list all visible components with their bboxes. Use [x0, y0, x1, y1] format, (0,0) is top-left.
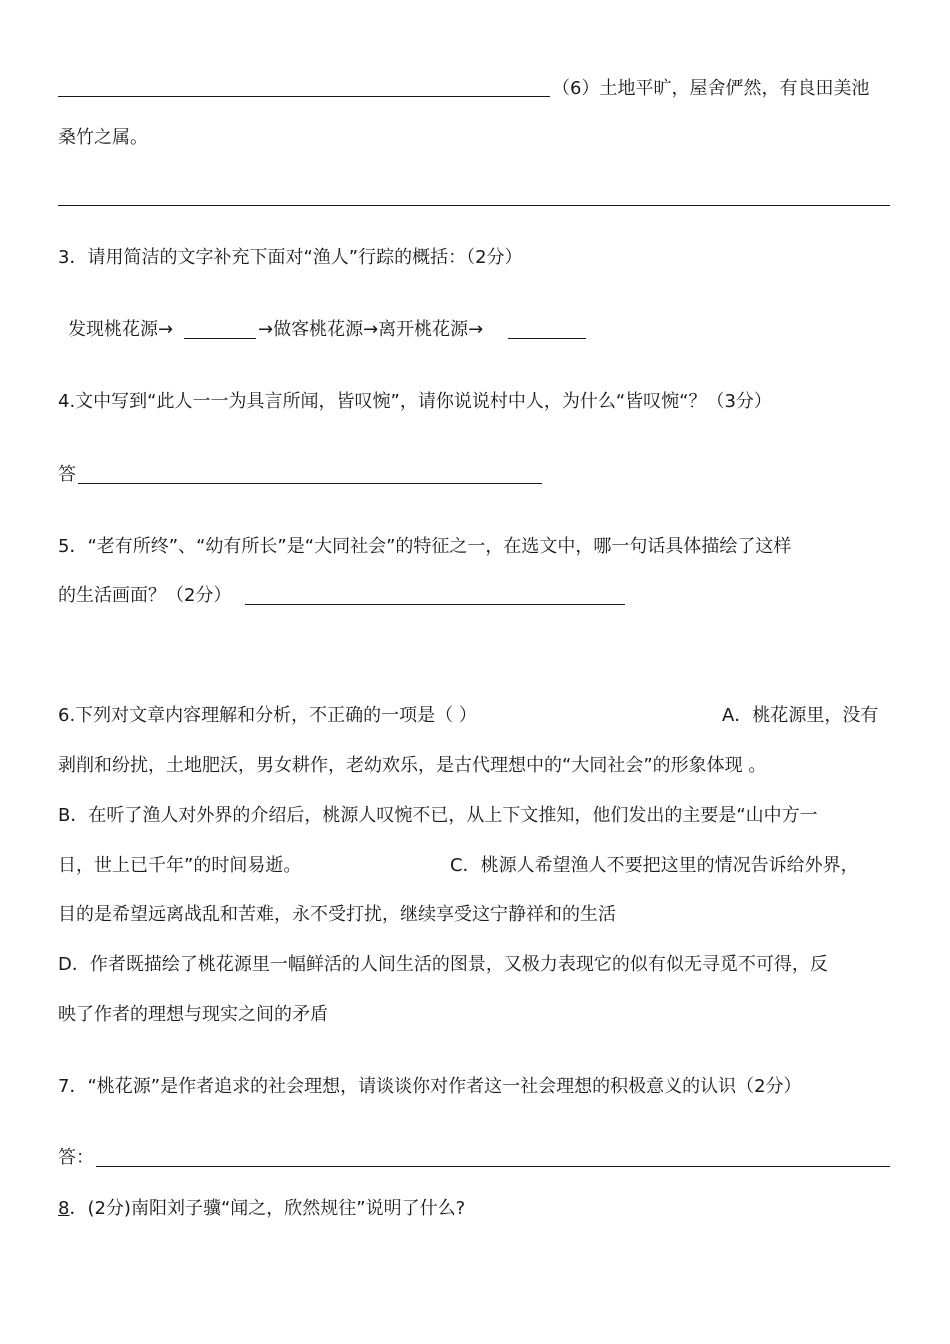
q6-option-b: B．在听了渔人对外界的介绍后，桃源人叹惋不已，从上下文推知，他们发出的主要是“山中方一 [58, 805, 818, 826]
q6-option-a: A．桃花源里，没有 [722, 705, 879, 726]
q6-option-d: D．作者既描绘了桃花源里一幅鲜活的人间生活的图景，又极力表现它的似有似无寻觅不可得，反 [58, 954, 828, 975]
q6-option-c-cont: 目的是希望远离战乱和苦难，永不受打扰，继续享受这宁静祥和的生活 [58, 904, 616, 925]
answer-line[interactable] [58, 96, 550, 97]
q8-question [58, 1196, 465, 1222]
q6-option-c: C．桃源人希望渔人不要把这里的情况告诉给外界， [450, 855, 859, 876]
q8-number: 8 [58, 1198, 70, 1219]
q6-stem: 6.下列对文章内容理解和分析，不正确的一项是（ ） [58, 705, 477, 726]
q3-step2: →做客桃花源→离开桃花源→ [258, 319, 484, 340]
q3-question: 3．请用简洁的文字补充下面对“渔人”行踪的概括：（2分） [58, 247, 523, 268]
fill-blank[interactable] [508, 338, 586, 339]
q2-item6-continuation: 桑竹之属。 [58, 127, 148, 148]
answer-line[interactable] [245, 604, 625, 605]
q8-text: ．(2分)南阳刘子骥“闻之，欣然规往”说明了什么? [69, 1198, 466, 1219]
q6-option-d-cont: 映了作者的理想与现实之间的矛盾 [58, 1004, 328, 1025]
q7-question: 7．“桃花源”是作者追求的社会理想，请谈谈你对作者这一社会理想的积极意义的认识（2分） [58, 1076, 802, 1097]
fill-blank[interactable] [184, 338, 256, 339]
q7-answer-label: 答： [58, 1147, 94, 1168]
q4-question: 4.文中写到“此人一一为具言所闻，皆叹惋”，请你说说村中人，为什么“皆叹惋“？（3分） [58, 391, 772, 412]
q3-step1: 发现桃花源→ [68, 319, 174, 340]
q6-option-b-cont: 日，世上已千年”的时间易逝。 [58, 855, 302, 876]
q5-line2: 的生活画面？（2分） [58, 585, 232, 606]
q2-item6: （6）土地平旷，屋舍俨然，有良田美池 [552, 78, 870, 99]
answer-line[interactable] [78, 483, 542, 484]
q6-option-a-cont: 剥削和纷扰，土地肥沃，男女耕作，老幼欢乐，是古代理想中的“大同社会”的形象体现 。 [58, 755, 767, 776]
q5-line1: 5．“老有所终”、“幼有所长”是“大同社会”的特征之一，在选文中，哪一句话具体描绘了这样 [58, 536, 792, 557]
answer-line[interactable] [58, 205, 890, 206]
q4-answer-label: 答 [58, 464, 76, 485]
answer-line[interactable] [96, 1166, 890, 1167]
